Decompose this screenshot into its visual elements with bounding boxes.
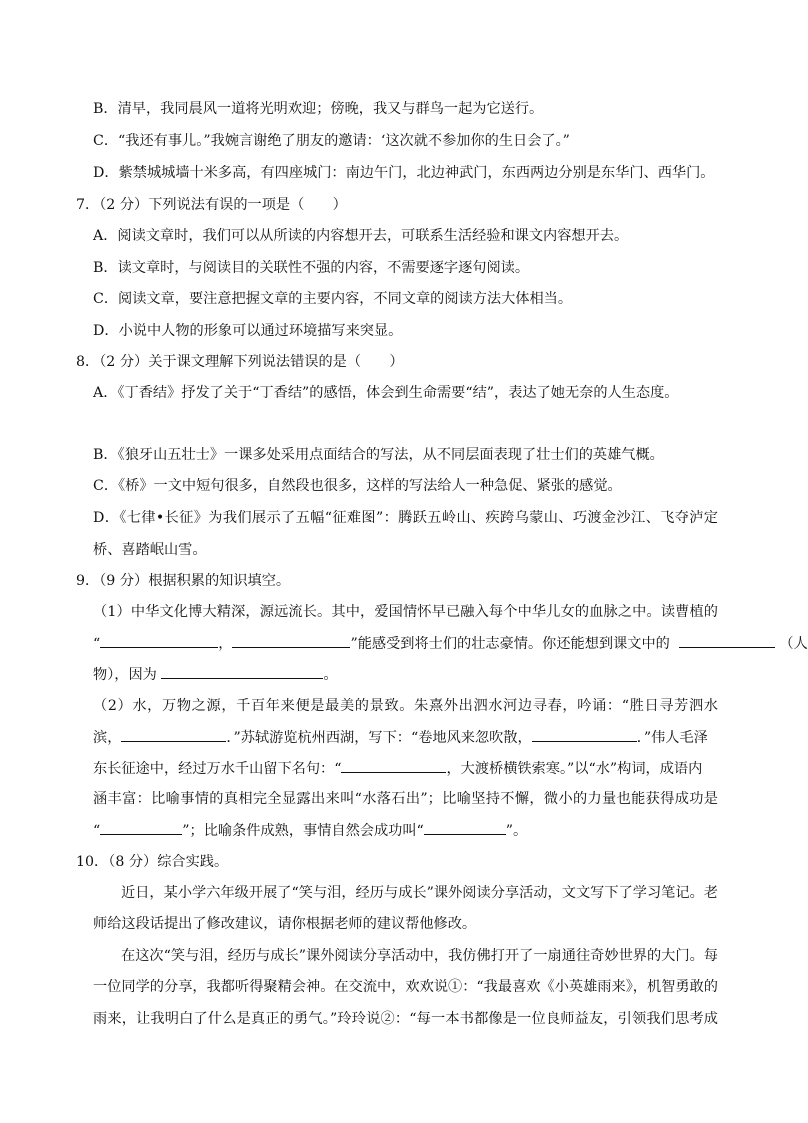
q6-option-d: D．紫禁城城墙十米多高，有四座城门：南边午门，北边神武门，东西两边分别是东华门、西华门。 — [93, 165, 715, 181]
q10-intro-line2: 师给这段话提出了修改建议，请你根据老师的建议帮他修改。 — [93, 916, 477, 932]
q7-stem: 7．（2 分）下列说法有误的一项是（ ） — [76, 197, 347, 213]
q8-option-b: B．《狼牙山五壮士》一课多处采用点面结合的写法，从不同层面表现了壮士们的英雄气概。 — [93, 447, 664, 463]
q10-intro-line1: 近日，某小学六年级开展了“笑与泪，经历与成长”课外阅读分享活动，文文写下了学习笔记。老 — [121, 885, 718, 901]
q10-passage-line1: 在这次“笑与泪，经历与成长”课外阅读分享活动中，我仿佛打开了一扇通往奇妙世界的大门。每 — [121, 948, 718, 964]
q8-option-d-line2: 桥、喜踏岷山雪。 — [93, 542, 207, 558]
q9-stem: 9．（9 分）根据积累的知识填空。 — [76, 573, 291, 589]
q7-option-a: A．阅读文章时，我们可以从所读的内容想开去，可联系生活经验和课文内容想开去。 — [93, 228, 629, 244]
fill-blank-5[interactable] — [121, 727, 226, 742]
q10-stem: 10．（8 分）综合实践。 — [76, 854, 229, 870]
q8-option-a: A．《丁香结》抒发了关于“丁香结”的感悟，体会到生命需要“结”，表达了她无奈的人生态度。 — [93, 385, 679, 401]
q9-part2-line3: 东长征途中，经过万水千山留下名句：“ ，大渡桥横铁索寒。”以“水”构词，成语内 — [0, 758, 794, 779]
q6-option-b: B．清早，我同晨风一道将光明欢迎；傍晚，我又与群鸟一起为它送行。 — [93, 101, 544, 117]
q8-stem: 8．（2 分）关于课文理解下列说法错误的是（ ） — [76, 354, 404, 370]
q6-option-c: C．“我还有事儿。”我婉言谢绝了朋友的邀请：‘这次就不参加你的生日会了。” — [93, 133, 570, 149]
fill-blank-4[interactable] — [161, 664, 323, 679]
fill-blank-6[interactable] — [532, 727, 637, 742]
q9-part2-line1: （2）水，万物之源，千百年来便是最美的景致。朱熹外出泗水河边寻春，吟诵：“胜日寻芳泗水 — [93, 698, 718, 714]
q10-passage-line2: 一位同学的分享，我都听得聚精会神。在交流中，欢欢说①：“我最喜欢《小英雄雨来》，机智勇敢的 — [93, 979, 718, 995]
q9-part2-line2: 滨， ．”苏轼游览杭州西湖，写下：“卷地风来忽吹散， ．”伟人毛泽 — [0, 727, 794, 748]
fill-blank-1[interactable] — [100, 633, 218, 648]
fill-blank-8[interactable] — [100, 820, 182, 835]
fill-blank-3[interactable] — [679, 633, 775, 648]
fill-blank-7[interactable] — [341, 758, 446, 773]
q9-part1-line1: （1）中华文化博大精深，源远流长。其中，爱国情怀早已融入每个中华儿女的血脉之中。读曹植的 — [93, 604, 718, 620]
q10-passage-line3: 雨来，让我明白了什么是真正的勇气。”玲玲说②：“每一本书都像是一位良师益友，引领我们思考成 — [93, 1011, 718, 1027]
q7-option-c: C．阅读文章，要注意把握文章的主要内容，不同文章的阅读方法大体相当。 — [93, 291, 573, 307]
q7-option-d: D．小说中人物的形象可以通过环境描写来突显。 — [93, 323, 403, 339]
q9-part2-line5: “ ”；比喻条件成熟，事情自然会成功叫“ ”。 — [0, 820, 794, 841]
fill-blank-2[interactable] — [232, 633, 350, 648]
q8-option-d-line1: D．《七律•长征》为我们展示了五幅“征难图”：腾跃五岭山、疾跨乌蒙山、巧渡金沙江、飞夺泸定 — [93, 510, 718, 526]
fill-blank-9[interactable] — [424, 820, 506, 835]
q9-part1-line3: 物），因为 。 — [0, 664, 794, 685]
q9-part2-line4: 涵丰富：比喻事情的真相完全显露出来叫“水落石出”；比喻坚持不懈，微小的力量也能获得成功是 — [93, 791, 718, 807]
q9-part1-line2: “ ， ”能感受到将士们的壮志豪情。你还能想到课文中的 （人 — [0, 633, 794, 654]
q8-option-c: C．《桥》一文中短句很多，自然段也很多，这样的写法给人一种急促、紧张的感觉。 — [93, 478, 622, 494]
q7-option-b: B．读文章时，与阅读目的关联性不强的内容，不需要逐字逐句阅读。 — [93, 260, 530, 276]
